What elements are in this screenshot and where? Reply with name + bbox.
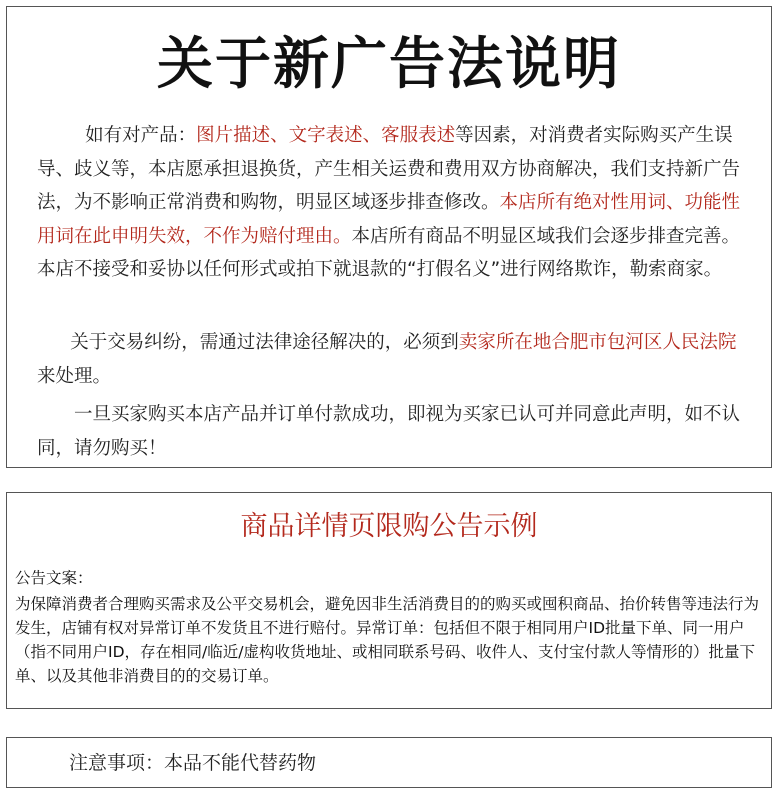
notice-copy-body: 为保障消费者合理购买需求及公平交易机会，避免因非生活消费目的的购买或囤积商品、抬价转售等违法行为发生，店铺有权对异常订单不发货且不进行赔付。异常订单：包括但不限于相同用户ID批量下单、同一用户（指不同用户ID，存在相同/临近/虚构收货地址、或相同联系号码、收件人、支付宝付款人等情形的）批量下单、以及其他非消费目的的交易订单。 <box>15 595 760 685</box>
ad-law-notice-box <box>6 6 772 468</box>
para1-middle: 等因素，对消费者实际购买产生误导、歧义等，本店愿承担退换货，产生相关运费和费用双方协商解决，我们支持新广告法，为不影响正常消费和购物，明显区域逐步排查修改。 <box>37 125 741 213</box>
para1-suffix: 本店所有商品不明显区域我们会逐步排查完善。本店不接受和妥协以任何形式或拍下就退款的“打假名义”进行网络欺诈，勒索商家。 <box>37 225 741 280</box>
para2-prefix: 关于交易纠纷，需通过法律途径解决的，必须到 <box>70 332 459 353</box>
ad-law-title: 关于新广告法说明 <box>157 32 621 97</box>
para2-suffix: 来处理。 <box>37 365 112 387</box>
caution-box <box>6 737 772 788</box>
caution-text: 注意事项：本品不能代替药物 <box>69 752 317 774</box>
ad-law-paragraph-3: 一旦买家购买本店产品并订单付款成功，即视为买家已认可并同意此声明，如不认同，请勿购买！ <box>37 404 741 459</box>
purchase-limit-notice-box <box>6 492 772 709</box>
ad-law-paragraph-1 <box>37 119 743 287</box>
para2-red-court: 卖家所在地合肥市包河区人民法院 <box>458 332 737 353</box>
purchase-limit-title: 商品详情页限购公告示例 <box>240 511 538 542</box>
notice-copy-label: 公告文案： <box>15 569 93 587</box>
ad-law-paragraph-2 <box>37 326 743 393</box>
para1-prefix: 如有对产品： <box>85 125 197 146</box>
para1-red-highlight-1: 图片描述、文字表述、客服表述 <box>196 125 456 146</box>
para1-red-highlight-2: 本店所有绝对性用词、功能性用词在此申明失效，不作为赔付理由。 <box>37 192 741 247</box>
